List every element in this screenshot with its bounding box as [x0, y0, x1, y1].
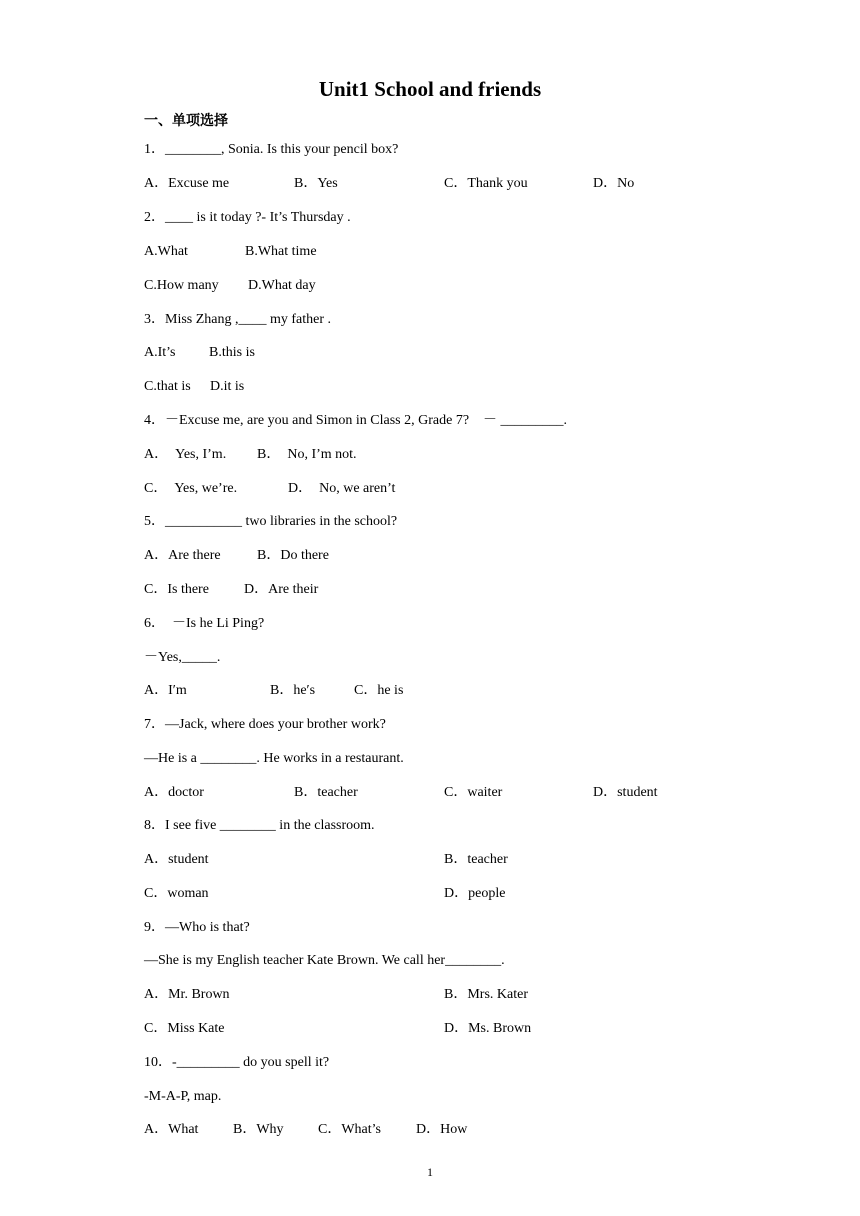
question-7-stem-answer: —He is a ________. He works in a restaurant. — [144, 751, 404, 766]
question-9-options-row2 — [144, 1019, 744, 1039]
option-b: B．Mrs. Kater — [444, 987, 528, 1002]
question-5-options-row1 — [144, 546, 744, 566]
option-a: A.It’s — [144, 345, 176, 360]
option-d: D.What day — [248, 278, 316, 293]
question-6-stem-answer: －Yes,_____. — [144, 650, 221, 665]
option-c: C．Thank you — [444, 176, 528, 191]
option-d: D．Are their — [244, 582, 319, 597]
question-8-stem: 8．I see five ________ in the classroom. — [144, 818, 375, 833]
option-a: A． Yes, I’m. — [144, 447, 227, 462]
question-9-options-row1 — [144, 985, 744, 1005]
option-d: D．student — [593, 785, 658, 800]
option-b: B． No, I’m not. — [257, 447, 357, 462]
question-9-stem: 9．—Who is that? — [144, 920, 250, 935]
option-a: A．doctor — [144, 785, 204, 800]
question-1-options — [144, 174, 744, 194]
option-d: D．No — [593, 176, 635, 191]
option-c: C．waiter — [444, 785, 503, 800]
section-heading: 一、单项选择 — [144, 113, 228, 129]
option-c: C．woman — [144, 886, 209, 901]
question-2-stem: 2．____ is it today ?- It’s Thursday . — [144, 210, 351, 225]
question-9-stem-answer: —She is my English teacher Kate Brown. We call her________. — [144, 953, 505, 968]
question-7-options — [144, 783, 744, 803]
question-5-stem: 5．___________ two libraries in the school? — [144, 514, 398, 529]
option-a: A.What — [144, 244, 188, 259]
option-c: C．he is — [354, 683, 404, 698]
option-c: C．Miss Kate — [144, 1021, 225, 1036]
option-d: D． No, we aren’t — [288, 481, 396, 496]
question-2-options-row1 — [144, 242, 744, 262]
page-number: 1 — [427, 1165, 433, 1179]
option-b: B.What time — [245, 244, 317, 259]
option-a: A．Excuse me — [144, 176, 230, 191]
question-4-options-row2 — [144, 479, 744, 499]
question-1-stem: 1．________, Sonia. Is this your pencil box? — [144, 142, 399, 157]
question-2-options-row2 — [144, 276, 744, 296]
question-10-options — [144, 1120, 744, 1140]
question-10-stem: 10．-_________ do you spell it? — [144, 1055, 330, 1070]
option-b: B.this is — [209, 345, 255, 360]
option-a: A．Mr. Brown — [144, 987, 230, 1002]
option-d: D．Ms. Brown — [444, 1021, 532, 1036]
page-title: Unit1 School and friends — [318, 77, 542, 101]
question-3-options-row1 — [144, 343, 744, 363]
option-a: A．What — [144, 1122, 199, 1137]
option-d: D.it is — [210, 379, 245, 394]
question-4-options-row1 — [144, 445, 744, 465]
question-3-stem: 3．Miss Zhang ,____ my father . — [144, 312, 332, 327]
option-c: C.that is — [144, 379, 191, 394]
option-c: C．Is there — [144, 582, 209, 597]
option-b: B．teacher — [444, 852, 508, 867]
question-4-stem: 4．－Excuse me, are you and Simon in Class 2, Grade 7? － _________. — [144, 413, 568, 428]
question-8-options-row2 — [144, 884, 744, 904]
option-b: B．Do there — [257, 548, 329, 563]
option-b: B．teacher — [294, 785, 358, 800]
question-5-options-row2 — [144, 580, 744, 600]
question-10-stem-answer: -M-A-P, map. — [144, 1089, 222, 1104]
question-6-stem: 6． －Is he Li Ping? — [144, 616, 265, 631]
question-7-stem: 7．—Jack, where does your brother work? — [144, 717, 386, 732]
option-b: B．he′s — [270, 683, 316, 698]
option-a: A．Are there — [144, 548, 221, 563]
option-a: A．I′m — [144, 683, 187, 698]
option-a: A．student — [144, 852, 209, 867]
question-6-options — [144, 681, 744, 701]
option-c: C．What’s — [318, 1122, 381, 1137]
option-c: C． Yes, we’re. — [144, 481, 238, 496]
option-b: B．Yes — [294, 176, 338, 191]
question-3-options-row2 — [144, 377, 744, 397]
question-8-options-row1 — [144, 850, 744, 870]
option-c: C.How many — [144, 278, 219, 293]
option-d: D．How — [416, 1122, 468, 1137]
option-d: D．people — [444, 886, 506, 901]
option-b: B．Why — [233, 1122, 284, 1137]
